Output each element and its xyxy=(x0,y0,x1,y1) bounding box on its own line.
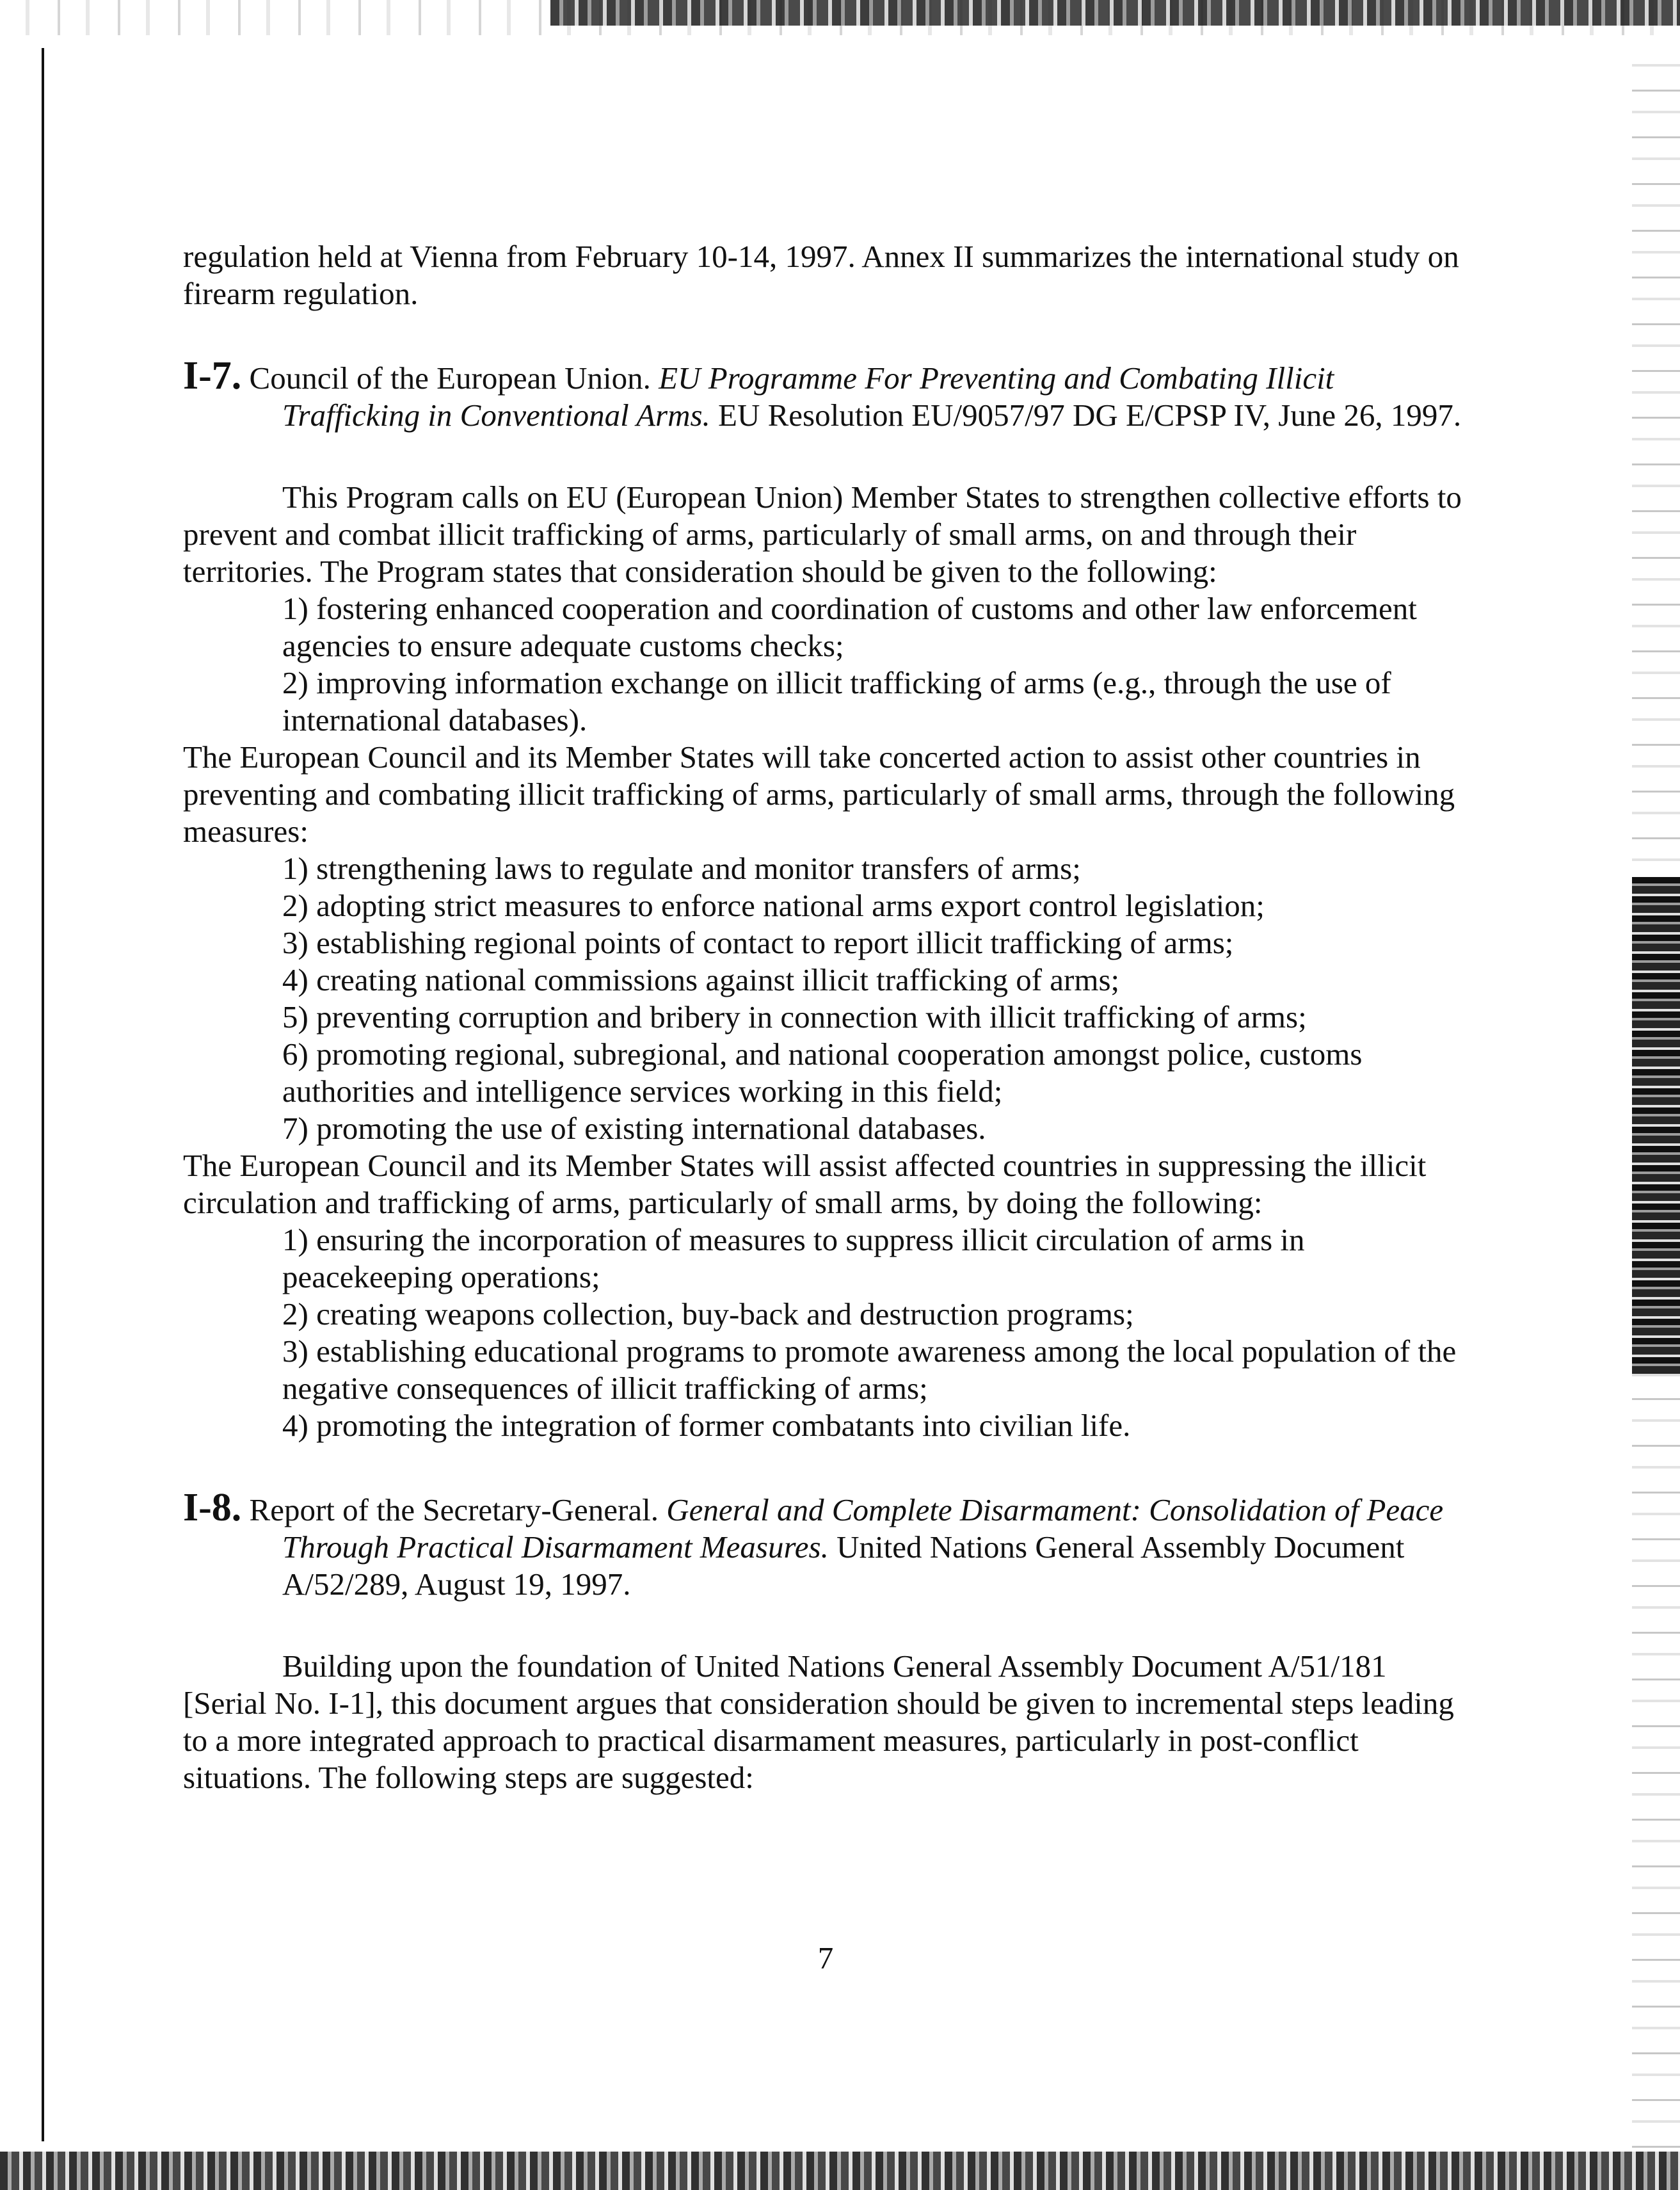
list-item: 1) fostering enhanced cooperation and coordination of customs and other law enforcement agencies to ensure adequate customs checks; xyxy=(282,591,1417,663)
reference-i8 xyxy=(183,1486,1469,1603)
reference-title: General and Complete Disarmament: Consolidation of Peace Through Practical Disarmament Measures. xyxy=(282,1492,1444,1565)
continuation-paragraph: regulation held at Vienna from February 10-14, 1997. Annex II summarizes the international study on firearm regulation. xyxy=(183,239,1459,311)
scan-noise-top xyxy=(550,0,1680,26)
list-item: 1) ensuring the incorporation of measures to suppress illicit circulation of arms in peacekeeping operations; xyxy=(282,1222,1305,1294)
reference-author: Report of the Secretary-General. xyxy=(249,1492,659,1527)
reference-citation: United Nations General Assembly Document A/52/289, August 19, 1997. xyxy=(282,1529,1405,1602)
list-item: 4) promoting the integration of former combatants into civilian life. xyxy=(282,1408,1131,1443)
list-item: 6) promoting regional, subregional, and national cooperation amongst police, customs authorities and intelligence services working in this field; xyxy=(282,1036,1363,1109)
list-item: 2) adopting strict measures to enforce national arms export control legislation; xyxy=(282,888,1265,923)
page-number: 7 xyxy=(817,1940,834,1976)
i7-paragraph-2: The European Council and its Member States will take concerted action to assist other countries in preventing and combating illicit trafficking of arms, particularly of small arms, through the following measures: xyxy=(183,739,1455,849)
scan-edge-left-line xyxy=(42,48,44,2141)
document-page xyxy=(183,238,1469,1796)
i7-intro-paragraph: This Program calls on EU (European Union) Member States to strengthen collective efforts to prevent and combat illicit trafficking of arms, particularly of small arms, on and through their territories. The Program states that consideration should be given to the following: xyxy=(183,479,1462,589)
scan-noise-right xyxy=(1632,877,1680,1376)
list-item: 1) strengthening laws to regulate and monitor transfers of arms; xyxy=(282,851,1081,886)
reference-author: Council of the European Union. xyxy=(249,360,651,396)
list-item: 3) establishing regional points of contact to report illicit trafficking of arms; xyxy=(282,925,1234,960)
list-item: 2) creating weapons collection, buy-back and destruction programs; xyxy=(282,1296,1134,1332)
list-item: 5) preventing corruption and bribery in connection with illicit trafficking of arms; xyxy=(282,999,1307,1035)
i8-intro-paragraph: Building upon the foundation of United Nations General Assembly Document A/51/181 [Serial No. I-1], this document argues that consideration should be given to incremental steps leading to a more integrated approach to practical disarmament measures, particularly in post-conflict situations. The following steps are suggested: xyxy=(183,1648,1454,1795)
reference-title: EU Programme For Preventing and Combating Illicit Trafficking in Conventional Arms. xyxy=(282,360,1334,433)
reference-number: I-8. xyxy=(183,1486,242,1529)
list-item: 2) improving information exchange on illicit trafficking of arms (e.g., through the use of international databases). xyxy=(282,665,1391,737)
scan-noise-bottom xyxy=(0,2152,1680,2190)
reference-i7 xyxy=(183,354,1469,434)
list-item: 7) promoting the use of existing international databases. xyxy=(282,1111,986,1146)
list-item: 3) establishing educational programs to promote awareness among the local population of the negative consequences of illicit trafficking of arms; xyxy=(282,1333,1457,1406)
reference-number: I-7. xyxy=(183,354,242,398)
i7-paragraph-3: The European Council and its Member States will assist affected countries in suppressing the illicit circulation and trafficking of arms, particularly of small arms, by doing the following: xyxy=(183,1148,1427,1220)
list-item: 4) creating national commissions against illicit trafficking of arms; xyxy=(282,962,1120,997)
reference-citation: EU Resolution EU/9057/97 DG E/CPSP IV, June 26, 1997. xyxy=(718,398,1462,433)
